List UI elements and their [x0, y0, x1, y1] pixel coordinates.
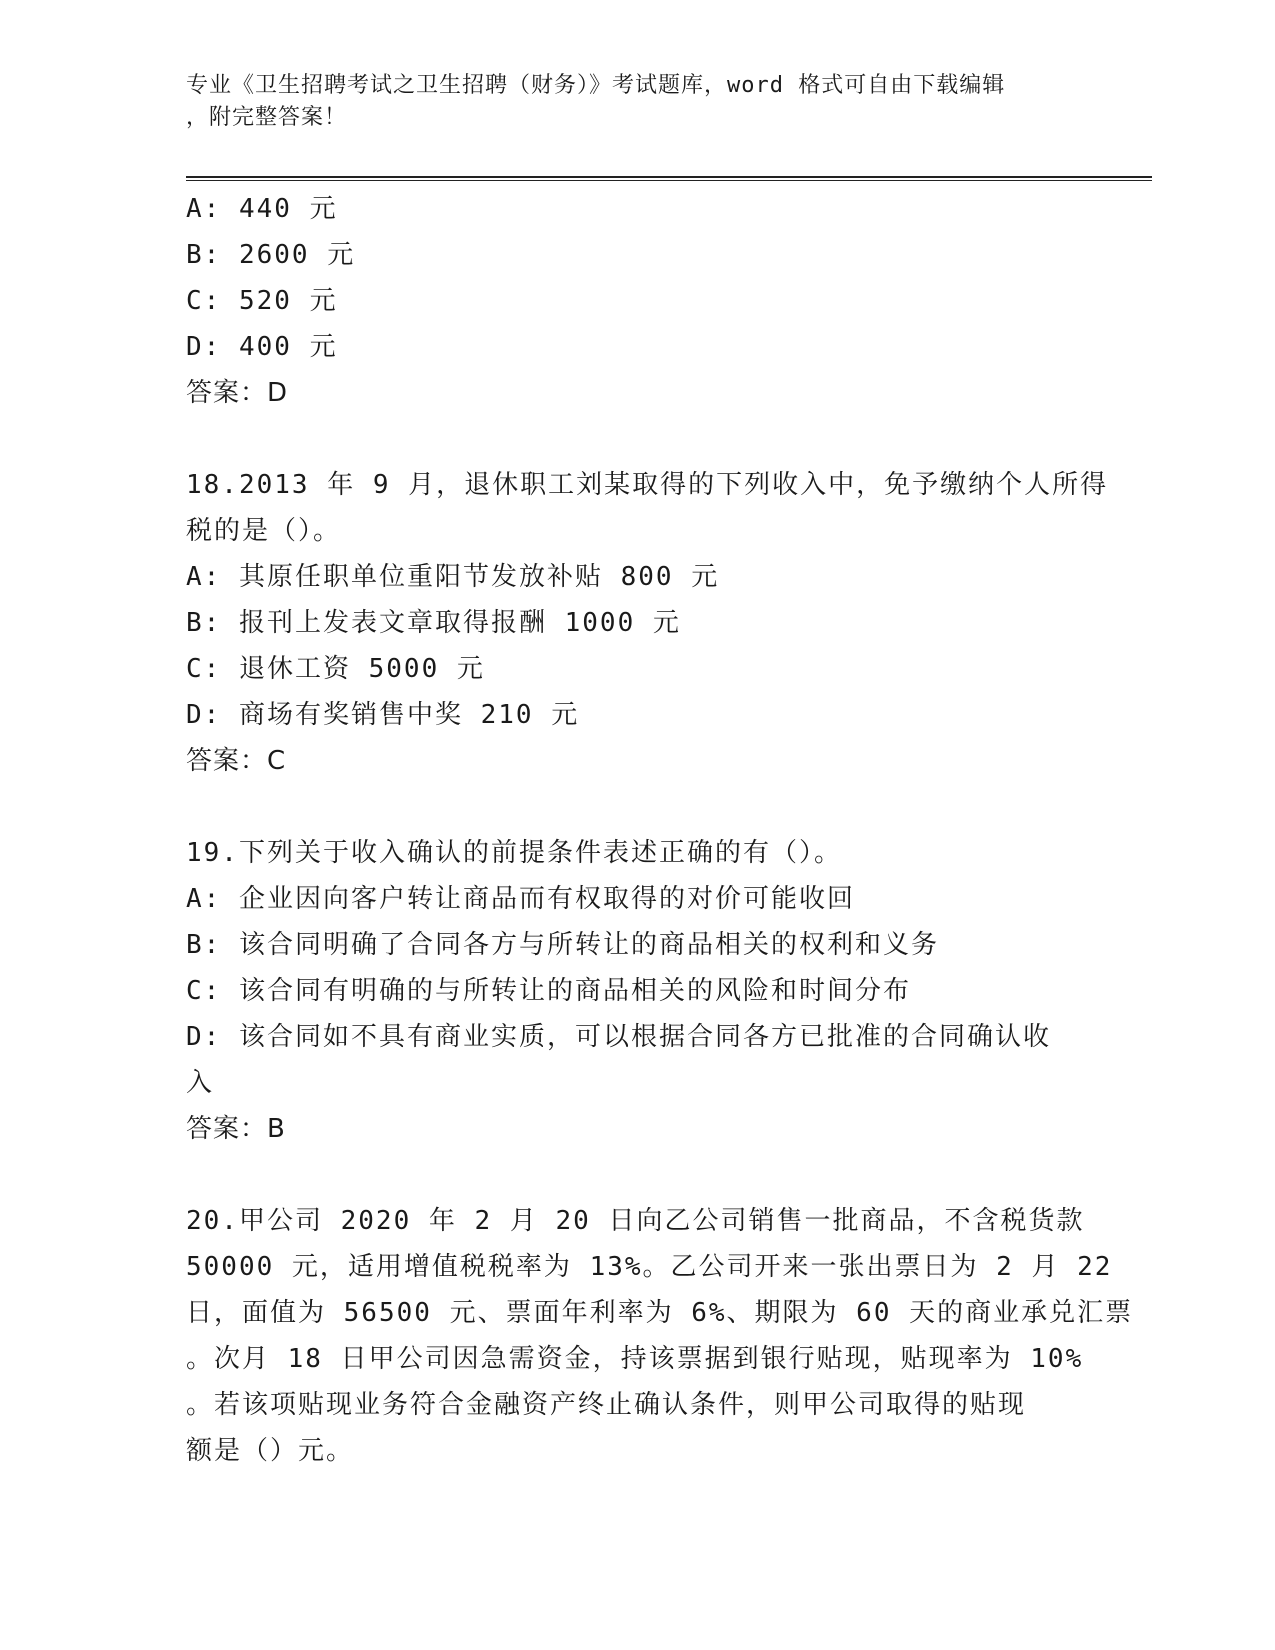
option-d: D: 商场有奖销售中奖 210 元 — [186, 700, 580, 730]
header-line: 专业《卫生招聘考试之卫生招聘（财务）》考试题库，word 格式可自由下载编辑 — [186, 73, 1006, 98]
document-header — [186, 70, 1086, 134]
spacer — [186, 784, 1076, 830]
option-d: D: 400 元 — [186, 332, 338, 362]
question-stem: 。次月 18 日甲公司因急需资金，持该票据到银行贴现，贴现率为 10% — [186, 1344, 1084, 1374]
document-body — [186, 186, 1134, 1474]
question-19 — [186, 830, 1076, 1152]
question-stem: 额是（）元。 — [186, 1436, 355, 1466]
spacer — [186, 416, 1076, 462]
header-line: ，附完整答案！ — [186, 105, 348, 130]
question-stem: 日，面值为 56500 元、票面年利率为 6%、期限为 60 天的商业承兑汇票 — [186, 1298, 1134, 1328]
header-divider — [186, 176, 1152, 181]
option-b: B: 该合同明确了合同各方与所转让的商品相关的权利和义务 — [186, 930, 939, 960]
question-stem: 18.2013 年 9 月，退休职工刘某取得的下列收入中，免予缴纳个人所得 — [186, 470, 1109, 500]
question-18 — [186, 462, 1109, 784]
option-a: A: 440 元 — [186, 194, 338, 224]
question-20 — [186, 1198, 1134, 1474]
option-c: C: 退休工资 5000 元 — [186, 654, 485, 684]
option-b: B: 报刊上发表文章取得报酬 1000 元 — [186, 608, 681, 638]
question-stem: 税的是（）。 — [186, 516, 342, 546]
answer: 答案：D — [186, 378, 289, 408]
option-a: A: 企业因向客户转让商品而有权取得的对价可能收回 — [186, 884, 855, 914]
answer: 答案：C — [186, 746, 287, 776]
option-d-continued: 入 — [186, 1068, 215, 1098]
question-stem: 20.甲公司 2020 年 2 月 20 日向乙公司销售一批商品，不含税货款 — [186, 1206, 1085, 1236]
option-c: C: 520 元 — [186, 286, 338, 316]
spacer — [186, 1152, 1076, 1198]
option-b: B: 2600 元 — [186, 240, 356, 270]
question-stem: 19.下列关于收入确认的前提条件表述正确的有（）。 — [186, 838, 842, 868]
question-stem: 。若该项贴现业务符合金融资产终止确认条件，则甲公司取得的贴现 — [186, 1390, 1027, 1420]
option-c: C: 该合同有明确的与所转让的商品相关的风险和时间分布 — [186, 976, 911, 1006]
option-a: A: 其原任职单位重阳节发放补贴 800 元 — [186, 562, 720, 592]
option-d: D: 该合同如不具有商业实质，可以根据合同各方已批准的合同确认收 — [186, 1022, 1051, 1052]
question-stem: 50000 元，适用增值税税率为 13%。乙公司开来一张出票日为 2 月 22 — [186, 1252, 1113, 1282]
question-17 — [186, 186, 1076, 416]
answer: 答案：B — [186, 1114, 286, 1144]
